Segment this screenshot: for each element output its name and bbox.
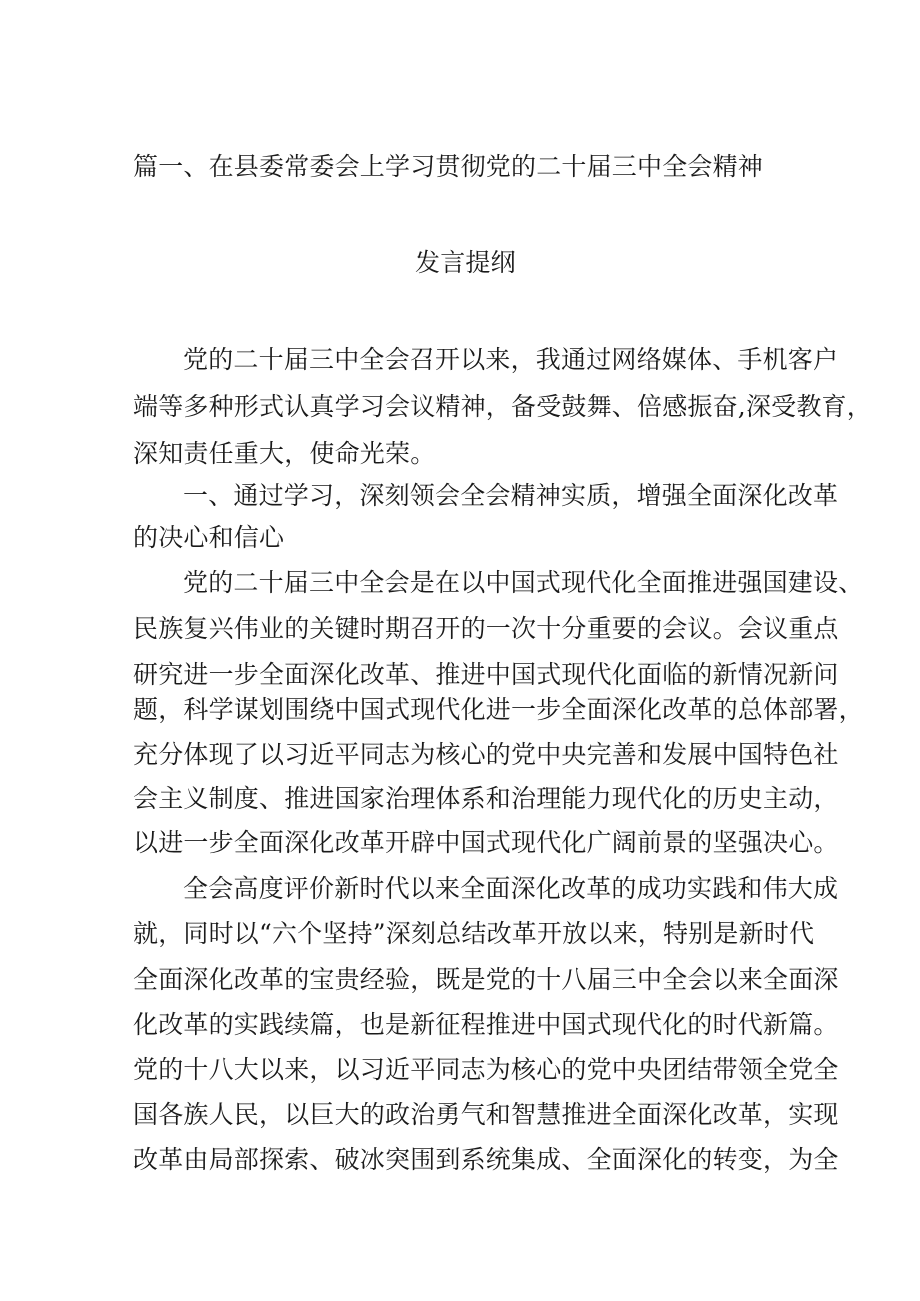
paragraph-line: 全面深化改革的宝贵经验，既是党的十八届三中全会以来全面深 [133,965,839,994]
paragraph-line: 化改革的实践续篇，也是新征程推进中国式现代化的时代新篇。 [133,1010,839,1039]
document-title-line-2: 发言提纲 [415,248,516,277]
paragraph-line: 题，科学谋划围绕中国式现代化进一步全面深化改革的总体部署， [133,695,864,724]
paragraph-line: 深知责任重大，使命光荣。 [133,439,436,468]
paragraph-line: 就，同时以“六个坚持”深刻总结改革开放以来，特别是新时代 [133,919,815,948]
paragraph-line: 端等多种形式认真学习会议精神，备受鼓舞、倍感振奋,深受教育， [133,392,872,421]
paragraph-line: 党的二十届三中全会是在以中国式现代化全面推进强国建设、 [183,568,864,597]
section-heading-line: 的决心和信心 [133,523,285,552]
paragraph-line: 以进一步全面深化改革开辟中国式现代化广阔前景的坚强决心。 [133,828,839,857]
paragraph-line: 党的十八大以来，以习近平同志为核心的党中央团结带领全党全 [133,1055,839,1084]
paragraph-line: 充分体现了以习近平同志为核心的党中央完善和发展中国特色社 [133,740,839,769]
paragraph-line: 党的二十届三中全会召开以来，我通过网络媒体、手机客户 [183,345,839,374]
section-heading-line: 一、通过学习，深刻领会全会精神实质，增强全面深化改革 [183,481,839,510]
paragraph-line: 会主义制度、推进国家治理体系和治理能力现代化的历史主动， [133,784,839,813]
paragraph-line: 国各族人民，以巨大的政治勇气和智慧推进全面深化改革，实现 [133,1100,839,1129]
paragraph-line: 改革由局部探索、破冰突围到系统集成、全面深化的转变，为全 [133,1145,839,1174]
paragraph-line: 研究进一步全面深化改革、推进中国式现代化面临的新情况新问 [133,660,839,689]
paragraph-line: 民族复兴伟业的关键时期召开的一次十分重要的会议。会议重点 [133,614,839,643]
document-title-line-1: 篇一、在县委常委会上学习贯彻党的二十届三中全会精神 [133,152,764,181]
paragraph-line: 全会高度评价新时代以来全面深化改革的成功实践和伟大成 [183,874,839,903]
